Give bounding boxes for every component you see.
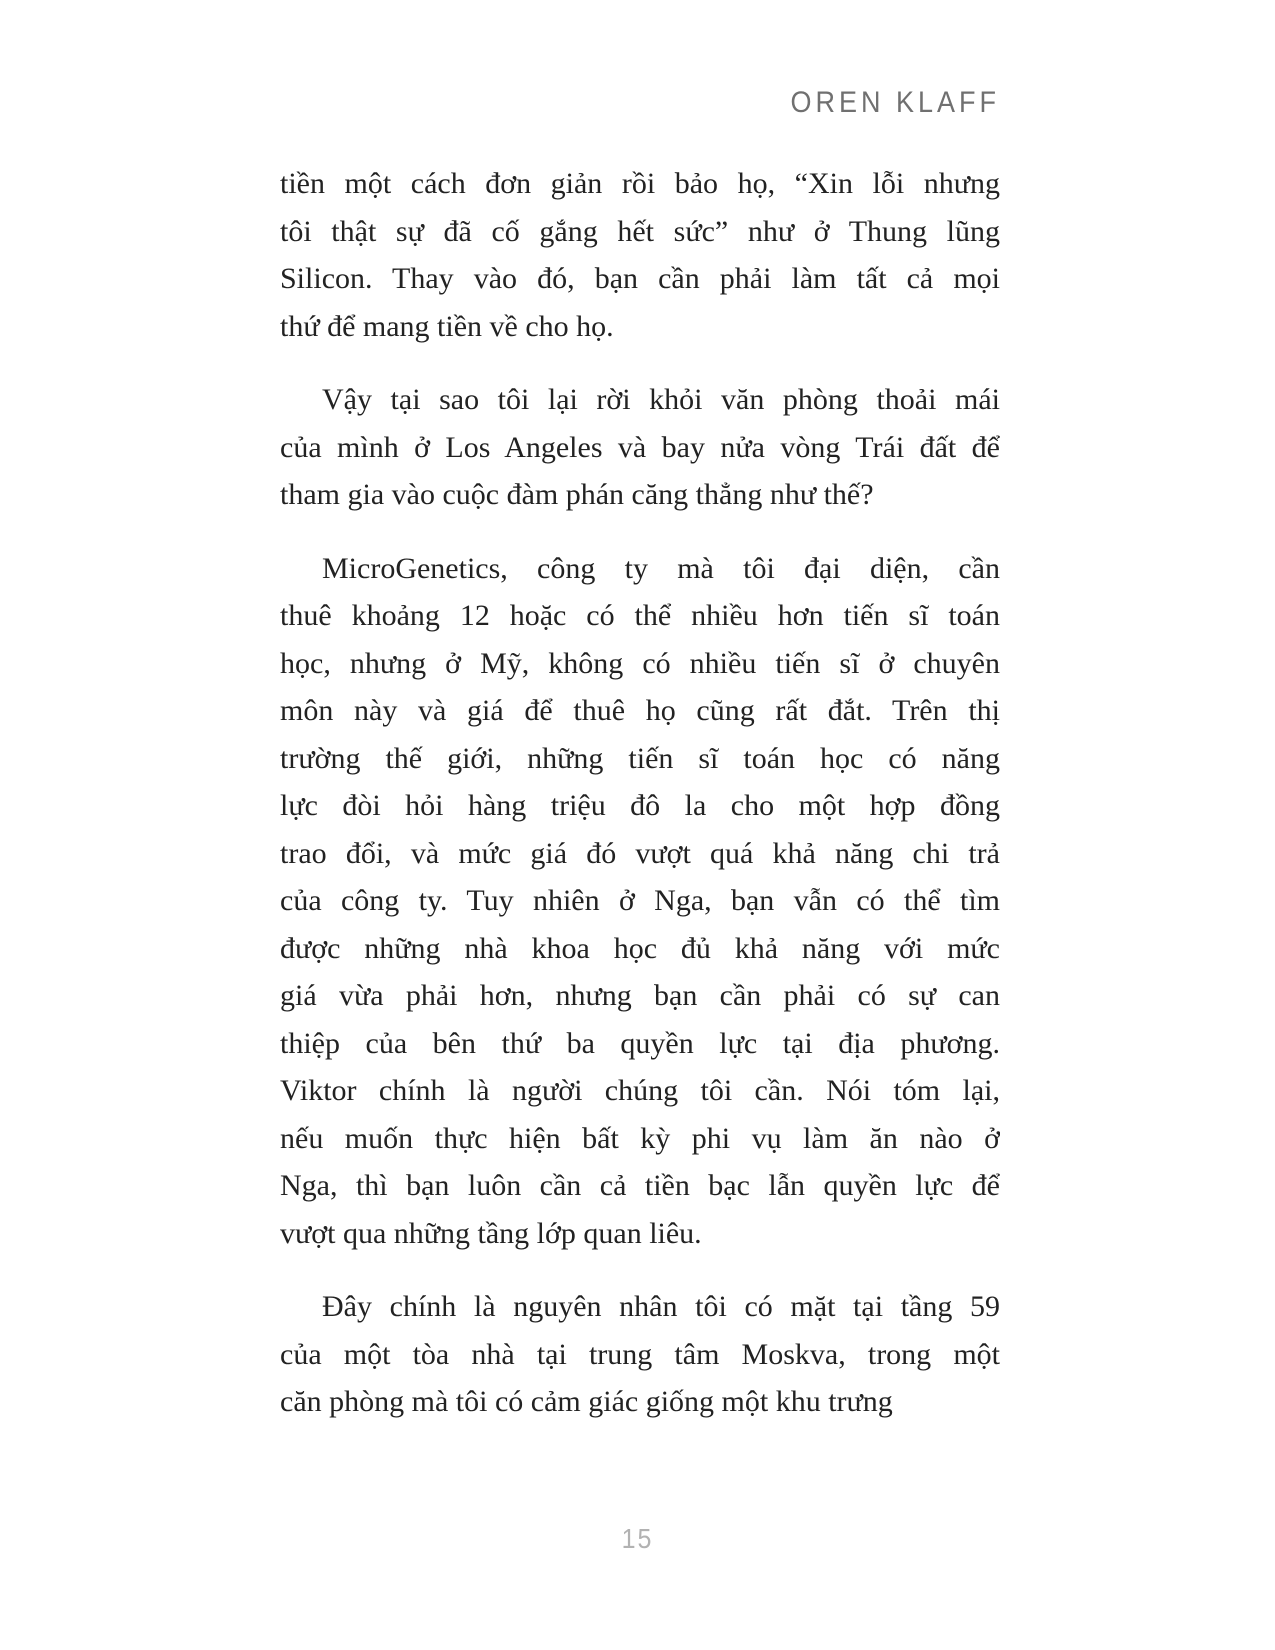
running-header: OREN KLAFF (790, 86, 1000, 119)
text-line: tiền một cách đơn giản rồi bảo họ, “Xin lỗi nhưng (280, 167, 1000, 200)
text-line: được những nhà khoa học đủ khả năng với mức (280, 931, 1000, 965)
paragraph (280, 1283, 1000, 1426)
text-line: nếu muốn thực hiện bất kỳ phi vụ làm ăn nào ở (280, 1121, 1000, 1155)
paragraph (280, 376, 1000, 519)
text-line: tham gia vào cuộc đàm phán căng thẳng như thế? (280, 478, 874, 511)
text-line: của mình ở Los Angeles và bay nửa vòng Trái đất để (280, 430, 1000, 464)
text-line: căn phòng mà tôi có cảm giác giống một khu trưng (280, 1385, 893, 1418)
text-line: Vậy tại sao tôi lại rời khỏi văn phòng thoải mái (322, 383, 1000, 416)
text-line: của công ty. Tuy nhiên ở Nga, bạn vẫn có thể tìm (280, 884, 1000, 917)
text-line: trường thế giới, những tiến sĩ toán học có năng (280, 741, 1000, 775)
text-line: của một tòa nhà tại trung tâm Moskva, trong một (280, 1337, 1000, 1371)
body-text (280, 160, 1000, 1426)
text-line: thiệp của bên thứ ba quyền lực tại địa phương. (280, 1026, 1000, 1060)
text-line: thứ để mang tiền về cho họ. (280, 309, 614, 343)
text-line: MicroGenetics, công ty mà tôi đại diện, cần (322, 551, 1000, 585)
text-line: tôi thật sự đã cố gắng hết sức” như ở Thung lũng (280, 214, 1000, 248)
text-line: trao đổi, và mức giá đó vượt quá khả năng chi trả (280, 836, 1000, 870)
text-line: lực đòi hỏi hàng triệu đô la cho một hợp đồng (280, 789, 1000, 822)
paragraph (280, 160, 1000, 350)
text-line: Silicon. Thay vào đó, bạn cần phải làm tất cả mọi (280, 262, 1000, 295)
text-line: giá vừa phải hơn, nhưng bạn cần phải có sự can (280, 979, 1000, 1012)
page-number: 15 (621, 1524, 654, 1555)
paragraph (280, 545, 1000, 1258)
text-line: thuê khoảng 12 hoặc có thể nhiều hơn tiến sĩ toán (280, 599, 1000, 632)
text-line: học, nhưng ở Mỹ, không có nhiều tiến sĩ ở chuyên (280, 646, 1000, 680)
text-line: vượt qua những tầng lớp quan liêu. (280, 1216, 702, 1250)
text-line: môn này và giá để thuê họ cũng rất đắt. Trên thị (280, 694, 1000, 727)
text-line: Đây chính là nguyên nhân tôi có mặt tại tầng 59 (322, 1290, 1000, 1323)
text-line: Viktor chính là người chúng tôi cần. Nói tóm lại, (280, 1074, 1000, 1107)
text-line: Nga, thì bạn luôn cần cả tiền bạc lẫn quyền lực để (280, 1169, 1000, 1202)
